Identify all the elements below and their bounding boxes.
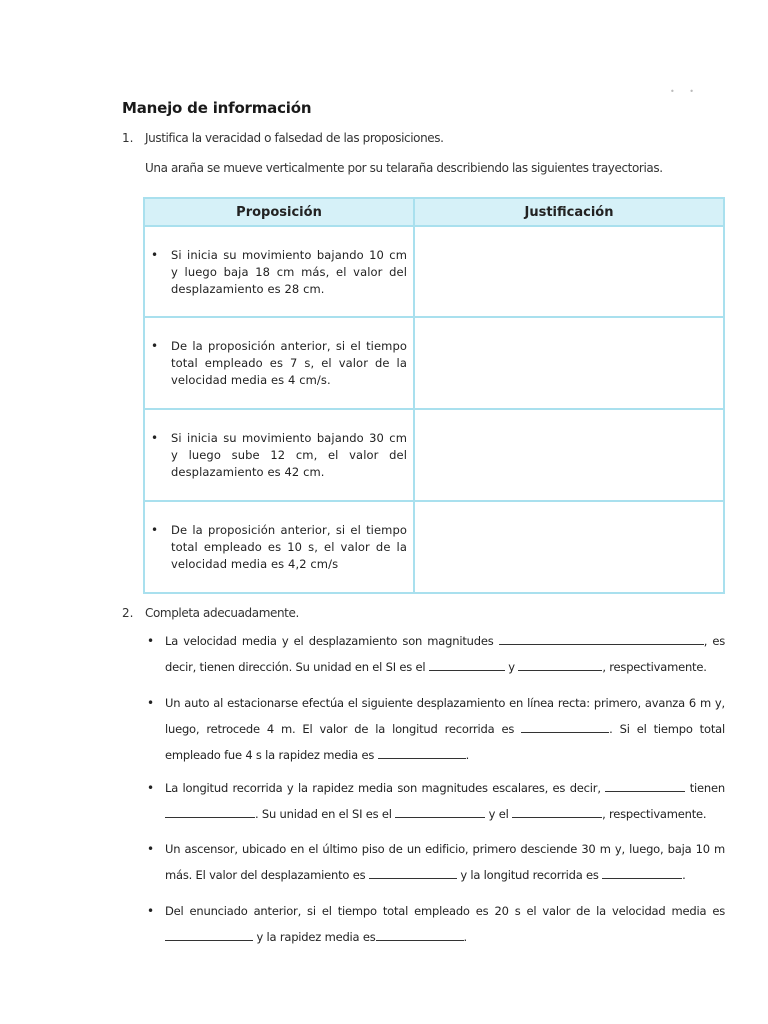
list-item: • Del enunciado anterior, si el tiempo total empleado es 20 s el valor de la velocidad media es y la rapidez media es . xyxy=(147,898,725,950)
list-item: • La longitud recorrida y la rapidez media son magnitudes escalares, es decir, tienen . Su unidad en el SI es el y el , respectivamente. xyxy=(147,775,725,827)
bullet-icon: • xyxy=(147,696,155,710)
blank-field[interactable] xyxy=(376,928,464,941)
table-row xyxy=(144,317,724,409)
table-row xyxy=(144,409,724,501)
blank-field[interactable] xyxy=(165,928,253,941)
corner-marks: • • xyxy=(670,87,700,96)
blank-field[interactable] xyxy=(602,866,682,879)
blank-field[interactable] xyxy=(395,805,485,818)
question-1-text: Justifica la veracidad o falsedad de las proposiciones. xyxy=(145,131,444,145)
blank-field[interactable] xyxy=(429,658,505,671)
list-item: • La velocidad media y el desplazamiento son magnitudes , es decir, tienen dirección. Su unidad en el SI es el y , respectivamente. xyxy=(147,628,725,680)
bullet-icon: • xyxy=(151,431,159,445)
question-1-intro: Una araña se mueve verticalmente por su telaraña describiendo las siguientes trayectorias. xyxy=(145,161,663,175)
table-row xyxy=(144,501,724,593)
table-row xyxy=(144,226,724,317)
blank-field[interactable] xyxy=(499,632,704,645)
blank-field[interactable] xyxy=(512,805,602,818)
list-item: • Un ascensor, ubicado en el último piso de un edificio, primero desciende 30 m y, luego, baja 10 m más. El valor del desplazamiento es y la longitud recorrida es . xyxy=(147,836,725,888)
justification-cell[interactable] xyxy=(414,501,724,593)
justification-cell[interactable] xyxy=(414,409,724,501)
blank-field[interactable] xyxy=(518,658,602,671)
proposition-text: Si inicia su movimiento bajando 30 cm y luego sube 12 cm, el valor del desplazamiento es 42 cm. xyxy=(171,431,407,479)
blank-field[interactable] xyxy=(605,779,685,792)
propositions-table xyxy=(143,197,725,594)
question-2-number: 2. xyxy=(122,606,134,620)
blank-field[interactable] xyxy=(521,720,609,733)
question-1-number: 1. xyxy=(122,131,134,145)
justification-cell[interactable] xyxy=(414,317,724,409)
proposition-text: De la proposición anterior, si el tiempo total empleado es 10 s, el valor de la velocidad media es 4,2 cm/s xyxy=(171,523,407,571)
bullet-icon: • xyxy=(151,248,159,262)
bullet-icon: • xyxy=(151,339,159,353)
justification-cell[interactable] xyxy=(414,226,724,317)
bullet-icon: • xyxy=(147,634,155,648)
bullet-icon: • xyxy=(151,523,159,537)
proposition-text: De la proposición anterior, si el tiempo total empleado es 7 s, el valor de la velocidad media es 4 cm/s. xyxy=(171,339,407,387)
bullet-icon: • xyxy=(147,842,155,856)
header-proposicion: Proposición xyxy=(144,198,414,226)
header-justificacion: Justificación xyxy=(414,198,724,226)
section-title: Manejo de información xyxy=(122,99,312,117)
proposition-text: Si inicia su movimiento bajando 10 cm y luego baja 18 cm más, el valor del desplazamiento es 28 cm. xyxy=(171,248,407,296)
list-item: • Un auto al estacionarse efectúa el siguiente desplazamiento en línea recta: primero, avanza 6 m y, luego, retrocede 4 m. El valor de la longitud recorrida es . Si el tiempo total empleado fue 4 s la rapidez media es . xyxy=(147,690,725,768)
blank-field[interactable] xyxy=(378,746,466,759)
bullet-icon: • xyxy=(147,904,155,918)
bullet-icon: • xyxy=(147,781,155,795)
blank-field[interactable] xyxy=(165,805,255,818)
blank-field[interactable] xyxy=(369,866,457,879)
question-2-text: Completa adecuadamente. xyxy=(145,606,299,620)
